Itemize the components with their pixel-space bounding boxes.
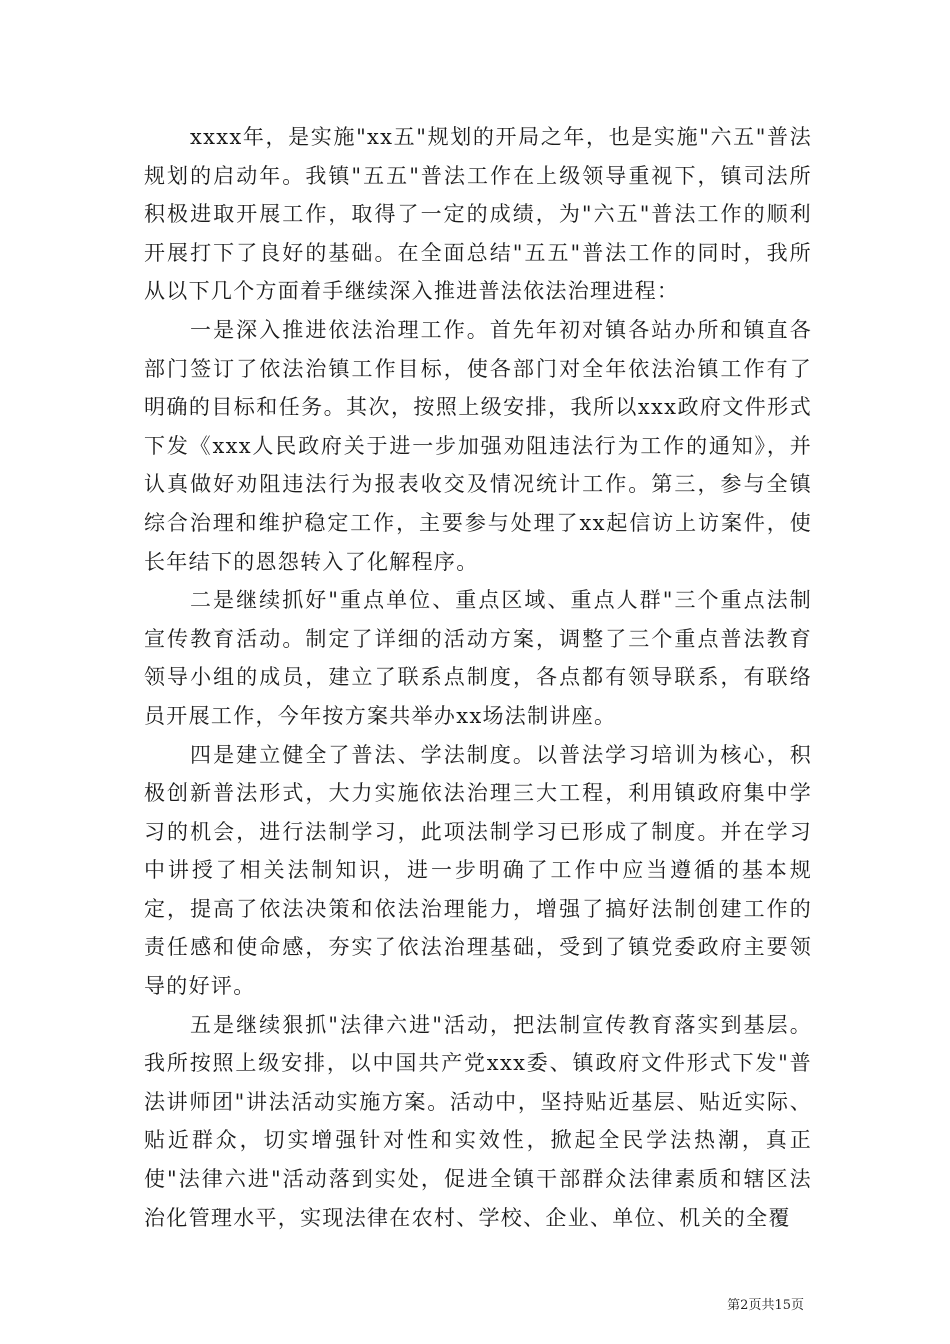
paragraph-item-2: 二是继续抓好"重点单位、重点区域、重点人群"三个重点法制宣传教育活动。制定了详细的活动方案，调整了三个重点普法教育领导小组的成员，建立了联系点制度，各点都有领导联系，有联络员开展工作，今年按方案共举办xx场法制讲座。	[144, 588, 812, 728]
paragraph-intro: xxxx年，是实施"xx五"规划的开局之年，也是实施"六五"普法规划的启动年。我镇"五五"普法工作在上级领导重视下，镇司法所积极进取开展工作，取得了一定的成绩，为"六五"普法工作的顺利开展打下了良好的基础。在全面总结"五五"普法工作的同时，我所从以下几个方面着手继续深入推进普法依法治理进程：	[144, 125, 812, 304]
paragraph-item-4: 四是建立健全了普法、学法制度。以普法学习培训为核心，积极创新普法形式，大力实施依法治理三大工程，利用镇政府集中学习的机会，进行法制学习，此项法制学习已形成了制度。并在学习中讲授了相关法制知识，进一步明确了工作中应当遵循的基本规定，提高了依法决策和依法治理能力，增强了搞好法制创建工作的责任感和使命感，夯实了依法治理基础，受到了镇党委政府主要领导的好评。	[144, 742, 812, 999]
paragraph-item-1: 一是深入推进依法治理工作。首先年初对镇各站办所和镇直各部门签订了依法治镇工作目标，使各部门对全年依法治镇工作有了明确的目标和任务。其次，按照上级安排，我所以xxx政府文件形式下发《xxx人民政府关于进一步加强劝阻违法行为工作的通知》，并认真做好劝阻违法行为报表收交及情况统计工作。第三，参与全镇综合治理和维护稳定工作，主要参与处理了xx起信访上访案件，使长年结下的恩怨转入了化解程序。	[144, 317, 812, 574]
paragraph-item-5: 五是继续狠抓"法律六进"活动，把法制宣传教育落实到基层。我所按照上级安排，以中国共产党xxx委、镇政府文件形式下发"普法讲师团"讲法活动实施方案。活动中，坚持贴近基层、贴近实际、贴近群众，切实增强针对性和实效性，掀起全民学法热潮，真正使"法律六进"活动落到实处，促进全镇干部群众法律素质和辖区法治化管理水平，实现法律在农村、学校、企业、单位、机关的全覆	[144, 1012, 812, 1230]
document-body	[144, 118, 812, 1237]
page-number-footer: 第2页共15页	[727, 1298, 804, 1313]
